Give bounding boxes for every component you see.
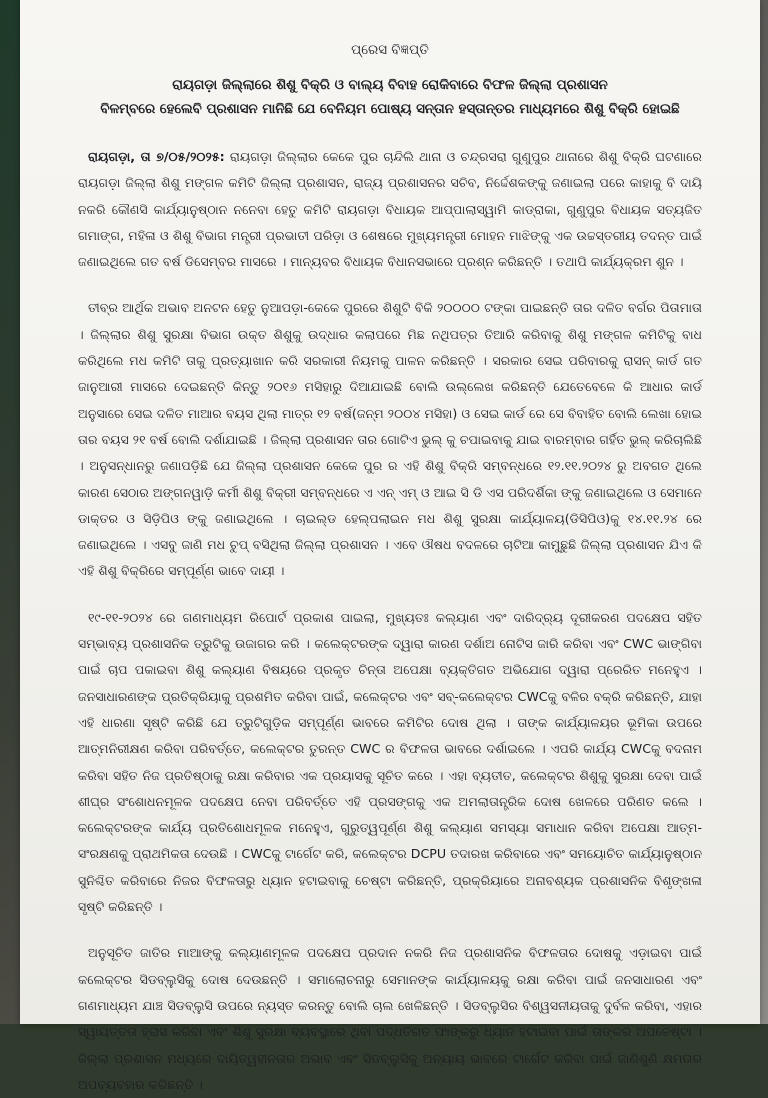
paragraph-2: ତୀବ୍ର ଆର୍ଥିକ ଅଭାବ ଅନଟନ ହେତୁ ନୁଆପଡ଼ା-କେକେ ପୁରରେ ଶିଶୁଟି ବିକି ୨୦୦୦୦ ଟଙ୍କା ପାଇଛନ୍ତି ତାର ଦଳିତ ବର୍ଗର ପିତାମାତା । ଜିଲ୍ଲାର ଶିଶୁ ସୁରକ୍ଷା ବିଭାଗ ଉକ୍ତ ଶିଶୁକୁ ଉଦ୍ଧାର କଲାପରେ ମିଛ ନଥିପତ୍ର ତିଆରି କରିବାକୁ ଶିଶୁ ମଙ୍ଗଳ କମିଟିକୁ ବାଧ କରିଥିଲେ ମଧ କମିଟି ତାକୁ ପ୍ରତ୍ୟାଖାନ କରି ସରକାରୀ ନିୟମକୁ ପାଳନ କରିଛନ୍ତି । ସରକାର ସେଇ ପରିବାରକୁ ରାସନ୍ କାର୍ଡ ଗତ ଜାନୁଆରୀ ମାସରେ ଦେଇଛନ୍ତି କିନ୍ତୁ ୨୦୧୬ ମସିହାରୁ ଦିଆଯାଇଛି ବୋଲି ଉଲ୍ଲେଖ କରିଛନ୍ତି ଯେତେବେଳେ କି ଆଧାର କାର୍ଡ ଅନୁସାରେ ସେଇ ଦଳିତ ମାଆର ବୟସ ଥିଲା ମାତ୍ର ୧୨ ବର୍ଷ(ଜନ୍ମ ୨୦୦୪ ମସିହା) ଓ ସେଇ କାର୍ଡ ରେ ସେ ବିବାହିତ ବୋଲି ଲେଖା ହୋଇ ତାର ବୟସ ୨୧ ବର୍ଷ ବୋଲି ଦର୍ଶାଯାଇଛି । ଜିଲ୍ଲା ପ୍ରଶାସନ ତାର ଗୋଟିଏ ଭୁଲ୍ କୁ ଚପାଇବାକୁ ଯାଇ ବାରମ୍ବାର ଗର୍ହିତ ଭୁଲ୍ କରିଚାଲିଛି । ଅନୁସନ୍ଧାନରୁ ଜଣାପଡ଼ିଛି ଯେ ଜିଲ୍ଲା ପ୍ରଶାସନ କେକେ ପୁର ର ଏହି ଶିଶୁ ବିକ୍ରି ସମ୍ବନ୍ଧରେ ୧୨.୧୧.୨୦୨୪ ରୁ ଅବଗତ ଥିଲେ କାରଣ ସେଠାର ଅଙ୍ଗନୱାଡ଼ି କର୍ମୀ ଶିଶୁ ବିକ୍ରୀ ସମ୍ବନ୍ଧରେ ଏ ଏନ୍ ଏମ୍ ଓ ଆଇ ସି ଡି ଏସ ପରିଦର୍ଶିକା ଙ୍କୁ ଜଣାଇଥିଲେ ଓ ସେମାନେ ଡାକ୍ତର ଓ ସିଡ଼ିପିଓ ଙ୍କୁ ଜଣାଇଥିଲେ । ଚାଇଲ୍ଡ ହେଲ୍ପଲାଇନ ମଧ ଶିଶୁ ସୁରକ୍ଷା କାର୍ଯ୍ୟାଳୟ(ଡିସିପିଓ)କୁ ୧୪.୧୧.୨୪ ରେ ଜଣାଇଥିଲେ । ଏସବୁ ଜାଣି ମଧ ଚୁପ୍ ବସିଥିଲା ଜିଲ୍ଲା ପ୍ରଶାସନ । ଏବେ ଔଷଧ ବଦଳରେ ଚାଟିଆ କାମୁଛୁଛି ଜିଲ୍ଲା ପ୍ରଶାସନ ଯିଏ କି ଏହି ଶିଶୁ ବିକ୍ରିରେ ସମ୍ପୂର୍ଣ୍ଣ ଭାବେ ଦାୟୀ ।	[78, 300, 702, 579]
dateline: ରାୟଗଡ଼ା, ତା ୭/୦୫/୨୦୨୫:	[88, 149, 225, 164]
paragraph-1	[78, 144, 702, 275]
paragraph-4: ଅନୁସୂଚିତ ଜାତିର ମାଆଙ୍କୁ କଲ୍ୟାଣମୂଳକ ପଦକ୍ଷେପ ପ୍ରଦାନ ନକରି ନିଜ ପ୍ରଶାସନିକ ବିଫଳତାର ଦୋଷକୁ ଏଡ଼ାଇବା ପାଇଁ କଲେକ୍ଟର ସିଡବ୍ଲୁସିକୁ ଦୋଷ ଦେଉଛନ୍ତି । ସମାଲୋଚନାରୁ ସେମାନଙ୍କ କାର୍ଯ୍ୟାଳୟକୁ ରକ୍ଷା କରିବା ପାଇଁ ଜନସାଧାରଣ ଏବଂ ଗଣମାଧ୍ୟମ ଯାଞ୍ଚ ସିଡବ୍ଲୁସି ଉପରେ ନ୍ୟସ୍ତ କରନ୍ତୁ ବୋଲି ଚାଲ ଖେଳିଛନ୍ତି । ସିଡବ୍ଲୁସିର ବିଶ୍ୱସନୀୟତାକୁ ଦୁର୍ବଳ କରିବା, ଏହାର ସ୍ୱାୟତ୍ତତା ହ୍ରାସ କରିବା ଏବଂ ଶିଶୁ ସୁରକ୍ଷା ବ୍ୟବସ୍ଥାରେ ଥିବା ପଦ୍ଧତିଗତ ଫାଙ୍କରୁ ଧ୍ୟାନ ହଟାଇବା ପାଇଁ ତାଙ୍କର ଅପଚେଷ୍ଟା । ଜିଲ୍ଲା ପ୍ରଶାସନ ମଧ୍ୟରେ ଦାୟିତ୍ୱହୀନତାର ଅଭାବ ଏବଂ ସିଡବ୍ଲୁସିକୁ ଅନ୍ୟାୟ ଭାବରେ ଟାର୍ଗେଟ କରିବା ପାଇଁ ଜାଣିଶୁଣି କ୍ଷମତାର ଅପବ୍ୟବହାର କରିଛନ୍ତି ।	[78, 945, 702, 1092]
document-heading: ପ୍ରେସ ବିଜ୍ଞପ୍ତି	[351, 42, 429, 58]
press-release-page	[20, 0, 760, 1092]
subtitle-line-1: ରାୟଗଡ଼ା ଜିଲ୍ଲାରେ ଶିଶୁ ବିକ୍ରି ଓ ବାଲ୍ୟ ବିବାହ ରୋକିବାରେ ବିଫଳ ଜିଲ୍ଲା ପ୍ରଶାସନ	[172, 78, 608, 93]
subtitle-line-2: ବିଳମ୍ବରେ ହେଲେବି ପ୍ରଶାସନ ମାନିଛି ଯେ ବେନିୟମ ପୋଷ୍ୟ ସନ୍ତାନ ହସ୍ତାନ୍ତର ମାଧ୍ୟମରେ ଶିଶୁ ବିକ୍ରି ହୋଇଛି	[100, 102, 680, 117]
paragraph-1-text: ରାୟଗଡ଼ା ଜିଲ୍ଲାର କେକେ ପୁର ଚାନ୍ଦିଲି ଥାନା ଓ ଚନ୍ଦ୍ରସରା ଗୁଣୁପୁର ଥାନାରେ ଶିଶୁ ବିକ୍ରି ଘଟଣାରେ ରାୟଗଡ଼ା ଜିଲ୍ଲା ଶିଶୁ ମଙ୍ଗଳ କମିଟି ଜିଲ୍ଲା ପ୍ରଶାସନ, ରାଜ୍ୟ ପ୍ରଶାସନର ସଚିବ, ନିର୍ଦ୍ଦେଶକଙ୍କୁ ଜଣାଇଲା ପରେ କାହାକୁ ବି ଦାୟି ନକରି କୌଣସି କାର୍ଯ୍ୟାନୁଷ୍ଠାନ ନନେବା ହେତୁ କମିଟି ରାୟଗଡ଼ା ବିଧାୟକ ଆପ୍ପାଲାସ୍ୱାମି କାଡ୍ରାକା, ଗୁଣୁପୁର ବିଧାୟକ ସତ୍ୟଜିତ ଗମାଙ୍ଗ, ମହିଳା ଓ ଶିଶୁ ବିଭାଗ ମନ୍ତ୍ରୀ ପ୍ରଭାତୀ ପରିଡ଼ା ଓ ଶେଷରେ ମୁଖ୍ୟମନ୍ତ୍ରୀ ମୋହନ ମାଝିଙ୍କୁ ଏକ ଉଚ୍ଚସ୍ତରୀୟ ତଦନ୍ତ ପାଇଁ ଜଣାଇଥିଲେ ଗତ ବର୍ଷ ଡିସେମ୍ବର ମାସରେ । ମାନ୍ୟବର ବିଧାୟକ ବିଧାନସଭାରେ ପ୍ରଶ୍ନ କରିଛନ୍ତି । ତଥାପି କାର୍ଯ୍ୟକ୍ରମ ଶୁନ ।	[78, 149, 702, 270]
paragraph-3: ୧୯-୧୧-୨୦୨୪ ରେ ଗଣମାଧ୍ୟମ ରିପୋର୍ଟ ପ୍ରକାଶ ପାଇଲା, ମୁଖ୍ୟତଃ କଲ୍ୟାଣ ଏବଂ ଦାରିଦ୍ର୍ୟ ଦୂରୀକରଣ ପଦକ୍ଷେପ ସହିତ ସମ୍ଭାବ୍ୟ ପ୍ରଶାସନିକ ତ୍ରୁଟିକୁ ଉଜାଗର କରି । କଲେକ୍ଟରଙ୍କ ଦ୍ୱାରା କାରଣ ଦର୍ଶାଅ ନୋଟିସ ଜାରି କରିବା ଏବଂ CWC ଭାଙ୍ଗିବା ପାଇଁ ଚାପ ପକାଇବା ଶିଶୁ କଲ୍ୟାଣ ବିଷୟରେ ପ୍ରକୃତ ଚିନ୍ତା ଅପେକ୍ଷା ବ୍ୟକ୍ତିଗତ ଅଭିଯୋଗ ଦ୍ୱାରା ପ୍ରେରିତ ମନେହୁଏ । ଜନସାଧାରଣଙ୍କ ପ୍ରତିକ୍ରିୟାକୁ ପ୍ରଶମିତ କରିବା ପାଇଁ, କଲେକ୍ଟର ଏବଂ ସବ୍-କଲେକ୍ଟର CWCକୁ ବଳିର ବକ୍ରି କରିଛନ୍ତି, ଯାହା ଏହି ଧାରଣା ସୃଷ୍ଟି କରିଛି ଯେ ତ୍ରୁଟିଗୁଡ଼ିକ ସମ୍ପୂର୍ଣ୍ଣ ଭାବରେ କମିଟିର ଦୋଷ ଥିଲା । ତାଙ୍କ କାର୍ଯ୍ୟାଳୟର ଭୂମିକା ଉପରେ ଆତ୍ମନିରୀକ୍ଷଣ କରିବା ପରିବର୍ତ୍ତେ, କଲେକ୍ଟର ତୁରନ୍ତ CWC ର ବିଫଳତା ଭାବରେ ଦର୍ଶାଇଲେ । ଏପରି କାର୍ଯ୍ୟ CWCକୁ ବଦନାମ କରିବା ସହିତ ନିଜ ପ୍ରତିଷ୍ଠାକୁ ରକ୍ଷା କରିବାର ଏକ ପ୍ରୟାସକୁ ସୂଚିତ କରେ । ଏହା ବ୍ୟତୀତ, କଲେକ୍ଟର ଶିଶୁକୁ ସୁରକ୍ଷା ଦେବା ପାଇଁ ଶୀଘ୍ର ସଂଶୋଧନମୂଳକ ପଦକ୍ଷେପ ନେବା ପରିବର୍ତ୍ତେ ଏହି ପ୍ରସଙ୍ଗକୁ ଏକ ଅମଲାତାନ୍ତ୍ରିକ ଦୋଷ ଖେଳରେ ପରିଣତ କଲେ । କଲେକ୍ଟରଙ୍କ କାର୍ଯ୍ୟ ପ୍ରତିଶୋଧମୂଳକ ମନେହୁଏ, ଗୁରୁତ୍ୱପୂର୍ଣ୍ଣ ଶିଶୁ କଲ୍ୟାଣ ସମସ୍ୟା ସମାଧାନ କରିବା ଅପେକ୍ଷା ଆତ୍ମ-ସଂରକ୍ଷଣକୁ ପ୍ରାଥମିକତା ଦେଉଛି । CWCକୁ ଟାର୍ଗେଟ କରି, କଲେକ୍ଟର DCPU ତଦାରଖ କରିବାରେ ଏବଂ ସମୟୋଚିତ କାର୍ଯ୍ୟାନୁଷ୍ଠାନ ସୁନିଶ୍ଚିତ କରିବାରେ ନିଜର ବିଫଳତାରୁ ଧ୍ୟାନ ହଟାଇବାକୁ ଚେଷ୍ଟା କରିଛନ୍ତି, ପ୍ରକ୍ରିୟାରେ ଅନାବଶ୍ୟକ ପ୍ରଶାସନିକ ବିଶୃଙ୍ଖଳା ସୃଷ୍ଟି କରିଛନ୍ତି ।	[78, 609, 702, 915]
